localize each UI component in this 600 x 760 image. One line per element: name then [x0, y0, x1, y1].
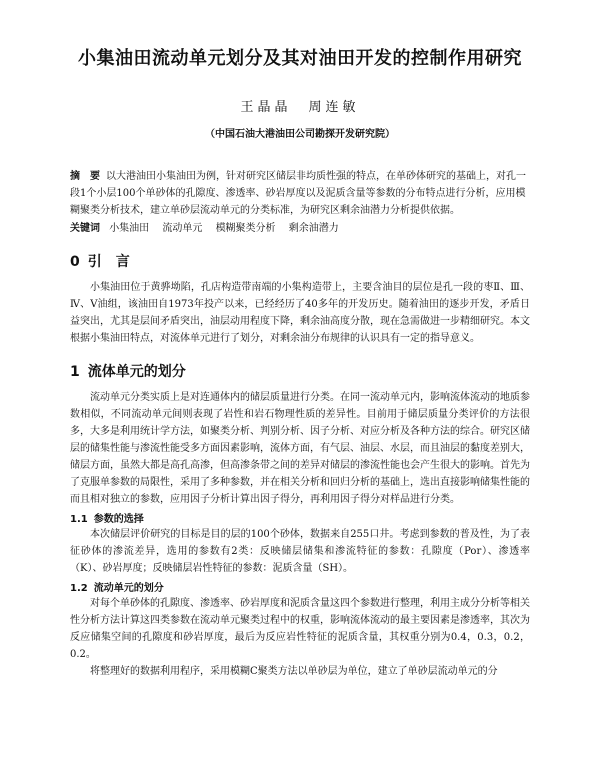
subsection-title: 参数的选择	[93, 514, 144, 525]
abstract-text: 以大港油田小集油田为例，针对研究区储层非均质性强的特点，在单砂体研究的基础上，对孔一段1个小层100个单砂体的孔隙度、渗透率、砂岩厚度以及泥质含量等参数的分布特点进行分析，应用模糊聚类分析技术，建立单砂层流动单元的分类标准，为研究区剩余油潜力分析提供依据。	[70, 171, 526, 216]
subsection-heading-flow-unit-division	[70, 579, 530, 594]
paragraph: 对每个单砂体的孔隙度、渗透率、砂岩厚度和泥质含量这四个参数进行整理，利用主成分分析等相关性分析方法计算这四类参数在流动单元聚类过程中的权重，影响流体流动的最主要因素是渗透率，其次为反应储集空间的孔隙度和砂岩厚度，最后为反应岩性特征的泥质含量，其权重分别为0.4，0.3，0.2，0.2。	[70, 598, 530, 660]
subsection-number: 1.2	[70, 583, 88, 594]
keyword: 流动单元	[162, 223, 203, 234]
subsection-heading-parameter-selection	[70, 510, 530, 525]
keywords-label: 关键词	[70, 223, 100, 234]
subsection-number: 1.1	[70, 514, 88, 525]
paragraph: 将整理好的数据利用程序，采用模糊C聚类方法以单砂层为单位，建立了单砂层流动单元的分	[90, 666, 498, 677]
section-title: 流体单元的划分	[87, 364, 186, 380]
affiliation: （中国石油大港油田公司勘探开发研究院）	[205, 129, 395, 140]
abstract-label: 摘 要	[70, 171, 100, 182]
section-number: 1	[70, 364, 80, 380]
paper-title: 小集油田流动单元划分及其对油田开发的控制作用研究	[78, 48, 522, 69]
authors: 王晶晶 周连敏	[240, 100, 360, 115]
paragraph: 本次储层评价研究的目标是目的层的100个砂体，数据来自255口井。考虑到参数的普及性，为了表征砂体的渗流差异，选用的参数有2类：反映储层储集和渗流特征的参数：孔隙度（Por）、渗透率（K）、砂岩厚度；反映储层岩性特征的参数：泥质含量（SH）。	[70, 529, 530, 574]
section-title: 引 言	[87, 254, 130, 270]
keyword: 小集油田	[109, 223, 150, 234]
keywords	[70, 220, 530, 237]
keyword: 模糊聚类分析	[215, 223, 276, 234]
section-number: 0	[70, 254, 80, 270]
keyword: 剩余油潜力	[288, 223, 339, 234]
abstract	[70, 168, 530, 219]
section-heading-flow-units	[70, 361, 530, 381]
subsection-title: 流动单元的划分	[93, 583, 164, 594]
paragraph: 流动单元分类实质上是对连通体内的储层质量进行分类。在同一流动单元内，影响流体流动的地质参数相似，不同流动单元间则表现了岩性和岩石物理性质的差异性。目前用于储层质量分类评价的方法很多，大多是利用统计学方法，如聚类分析、判别分析、因子分析、对应分析及各种方法的综合。研究区储层的储集性能与渗流性能受多方面因素影响，流体方面，有气层、油层、水层，而且油层的黏度差别大，储层方面，虽然大都是高孔高渗，但高渗条带之间的差异对储层的渗流性能也会产生很大的影响。首先为了克服单参数的局限性，采用了多种参数，并在相关分析和回归分析的基础上，选出直接影响储集性能的而且相对独立的参数，应用因子分析计算出因子得分，再利用因子得分对样品进行分类。	[70, 392, 530, 505]
paragraph: 小集油田位于黄骅坳陷，孔店构造带南端的小集构造带上，主要含油目的层位是孔一段的枣Ⅱ、Ⅲ、Ⅳ、Ⅴ油组，该油田自1973年投产以来，已经经历了40多年的开发历史。随着油田的逐步开发，矛盾日益突出，尤其是层间矛盾突出，油层动用程度下降，剩余油高度分散，现在急需做进一步精细研究。本文根据小集油田特点，对流体单元进行了划分，对剩余油分布规律的认识具有一定的指导意义。	[70, 282, 530, 344]
section-heading-introduction	[70, 251, 530, 271]
